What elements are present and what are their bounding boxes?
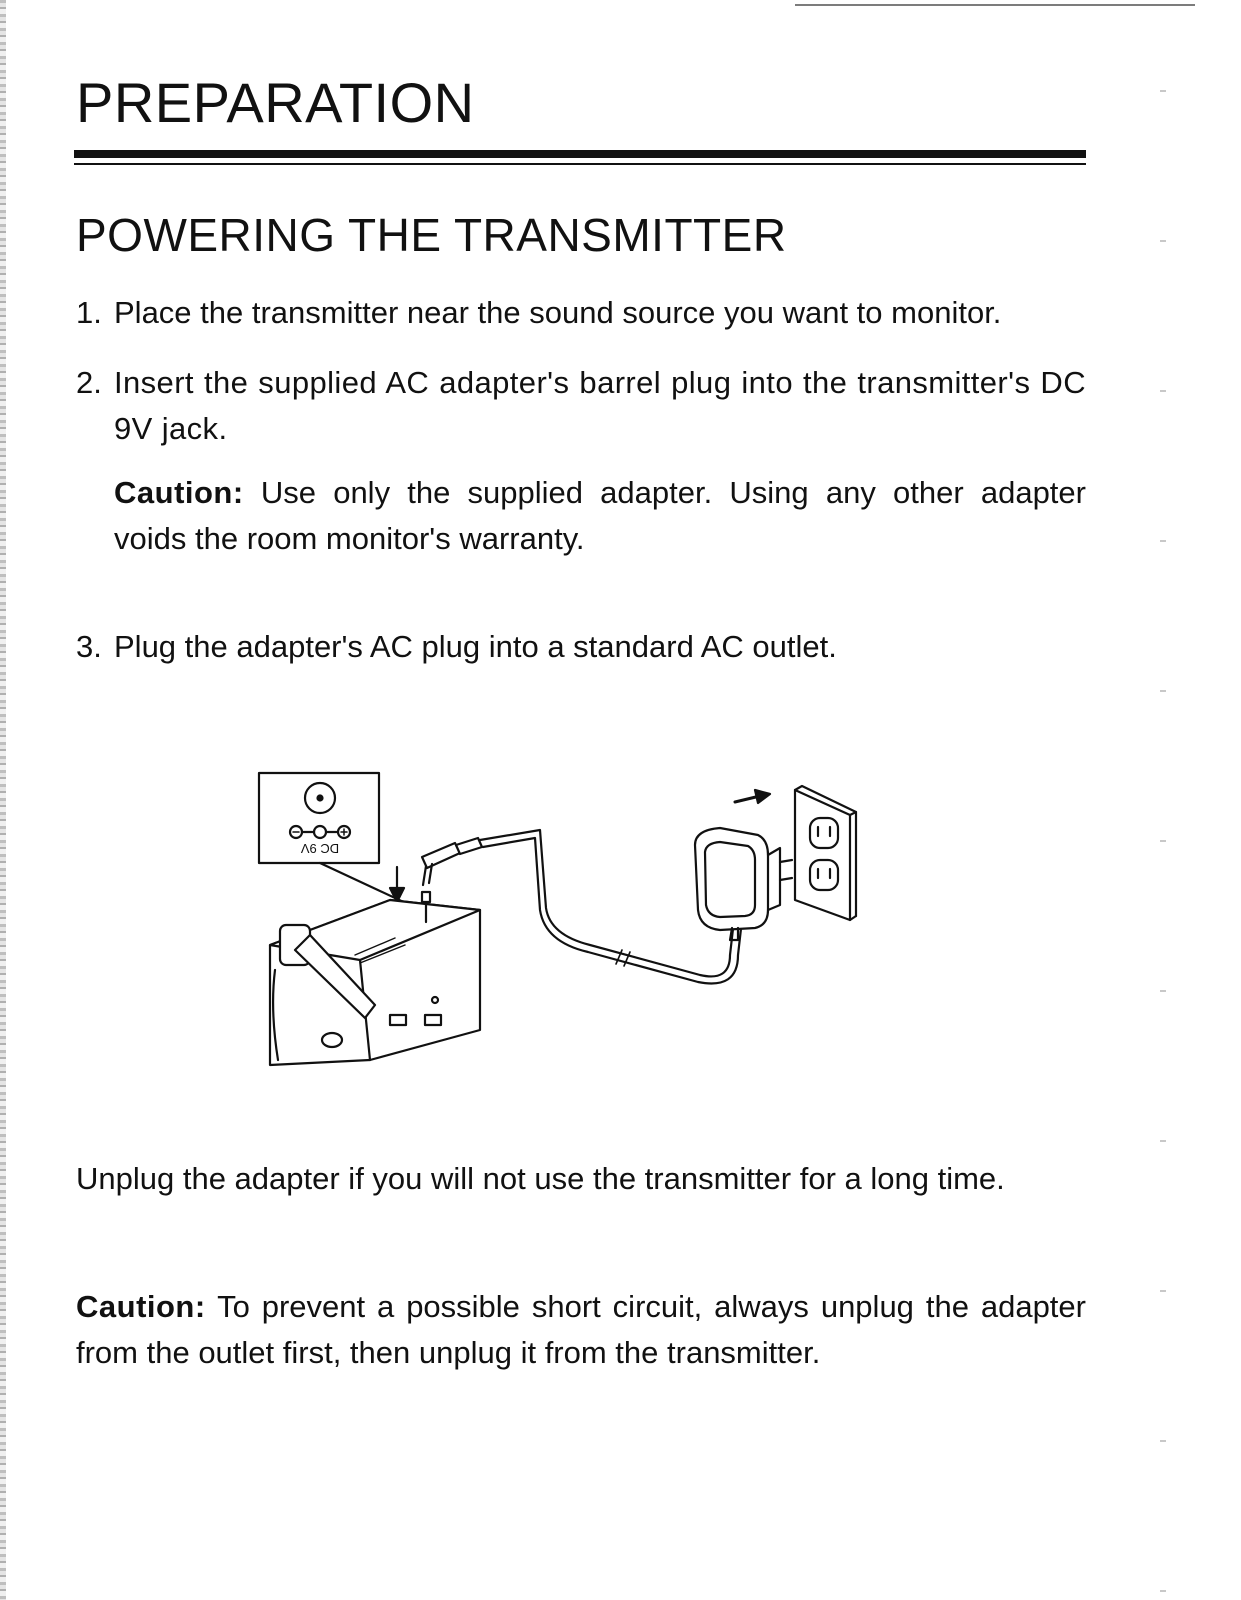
caution-adapter [76,470,1086,562]
step-text: Place the transmitter near the sound source you want to monitor. [114,295,1002,330]
caution-text: To prevent a possible short circuit, always unplug the adapter from the outlet first, then unplug it from the transmitter. [76,1289,1086,1370]
caution-text: Use only the supplied adapter. Using any other adapter voids the room monitor's warranty. [114,475,1086,556]
transmitter-icon [270,892,480,1065]
caution-label: Caution: [114,475,244,510]
caution-label: Caution: [76,1289,206,1324]
scan-edge-top [795,4,1195,6]
step-number: 2. [76,365,102,400]
caution-short-circuit [76,1284,1086,1376]
barrel-plug-icon [422,838,482,885]
step-1 [76,290,1086,336]
connection-illustration [250,760,870,1095]
direction-arrow-icon [735,790,770,803]
step-2 [76,360,1086,452]
step-text: Insert the supplied AC adapter's barrel plug into the transmitter's DC 9V jack. [114,365,1086,446]
ac-adapter-icon [695,828,792,940]
step-number: 3. [76,629,102,664]
section-header: PREPARATION [76,71,475,134]
jack-label: DC 9V [300,841,340,856]
scan-edge-left [0,0,6,1600]
unplug-note: Unplug the adapter if you will not use the transmitter for a long time. [76,1161,1005,1196]
step-3 [76,624,1086,670]
wall-outlet-icon [795,786,856,920]
section-title: POWERING THE TRANSMITTER [76,209,787,261]
step-text: Plug the adapter's AC plug into a standard AC outlet. [114,629,837,664]
scan-edge-right [1160,0,1166,1600]
header-rule-thick [74,150,1086,158]
header-rule-thin [74,163,1086,165]
instruction-steps [76,290,1086,670]
step-number: 1. [76,295,102,330]
